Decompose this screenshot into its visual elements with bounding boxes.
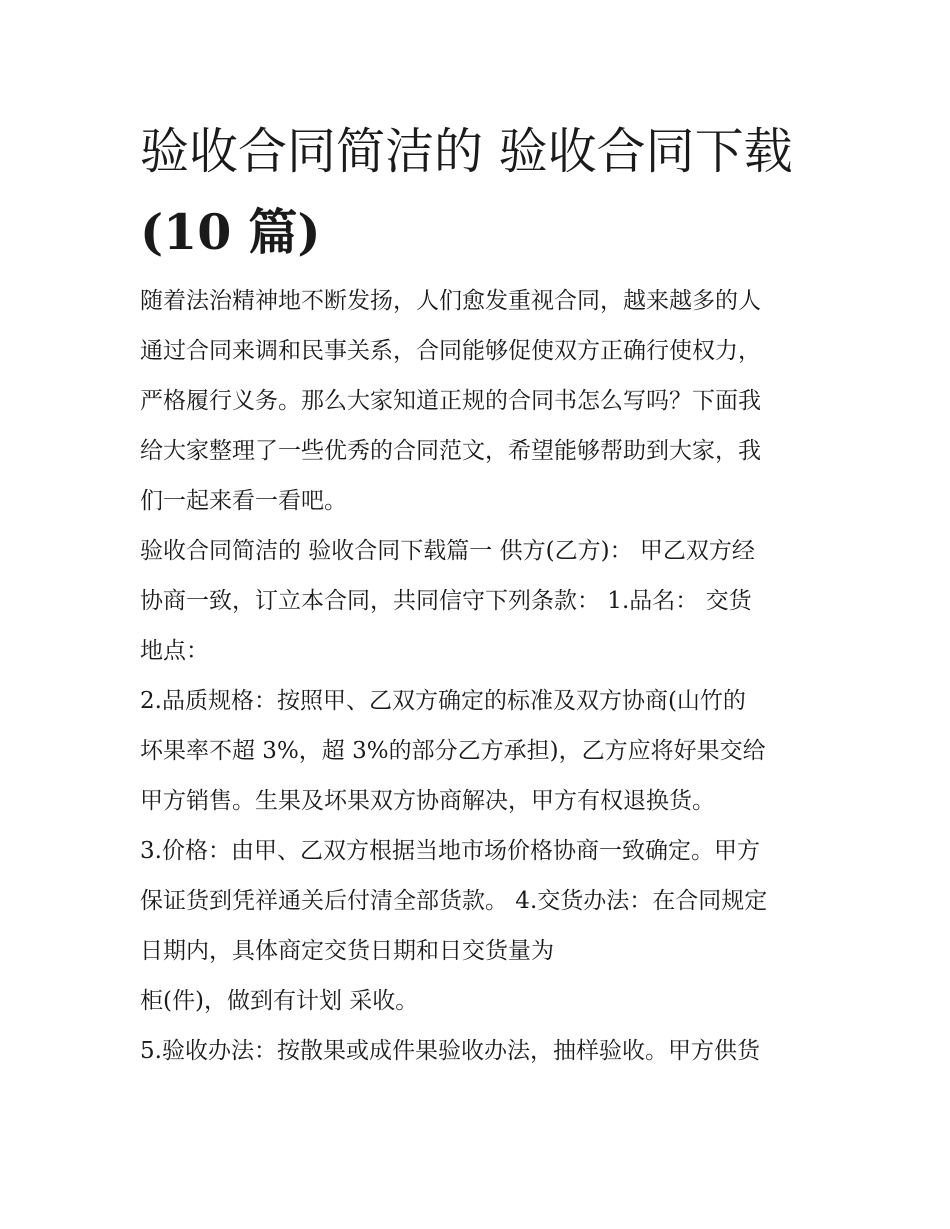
text-line: 5.验收办法：按散果或成件果验收办法，抽样验收。甲方供货 [140,1038,760,1064]
text-line: 随着法治精神地不断发扬，人们愈发重视合同，越来越多的人 [140,288,761,314]
text-line: 甲方销售。生果及坏果双方协商解决，甲方有权退换货。 [140,788,715,814]
intro-paragraph [140,276,812,526]
text-line: 严格履行义务。那么大家知道正规的合同书怎么写吗？下面我 [140,388,761,414]
text-line: 柜(件)，做到有计划 采收。 [140,988,419,1014]
document-title [140,112,812,272]
text-line: 保证货到凭祥通关后付清全部货款。 4.交货办法：在合同规定 [140,888,768,914]
clause-quality-paragraph [140,676,812,826]
text-line: 通过合同来调和民事关系，合同能够促使双方正确行使权力， [140,338,761,364]
title-line-2: (10 篇) [140,203,321,261]
text-line: 给大家整理了一些优秀的合同范文，希望能够帮助到大家，我 [140,438,761,464]
title-line-1: 验收合同简洁的 验收合同下载 [140,123,793,180]
text-line: 2.品质规格：按照甲、乙双方确定的标准及双方协商(山竹的 [140,688,746,714]
text-line: 们一起来看一看吧。 [140,488,347,514]
text-line: 3.价格：由甲、乙双方根据当地市场价格协商一致确定。甲方 [140,838,760,864]
document-page [140,112,812,1076]
text-line: 协商一致，订立本合同，共同信守下列条款： 1.品名： 交货 [140,588,752,614]
text-line: 地点： [140,638,209,664]
text-line: 验收合同简洁的 验收合同下载篇一 供方(乙方)： 甲乙双方经 [140,538,755,564]
contract-opening-paragraph [140,526,812,676]
text-line: 坏果率不超 3%，超 3%的部分乙方承担)，乙方应将好果交给 [140,738,766,764]
text-line: 日期内，具体商定交货日期和日交货量为 [140,938,554,964]
clause-price-paragraph [140,826,812,1026]
clause-inspection-paragraph [140,1026,812,1076]
